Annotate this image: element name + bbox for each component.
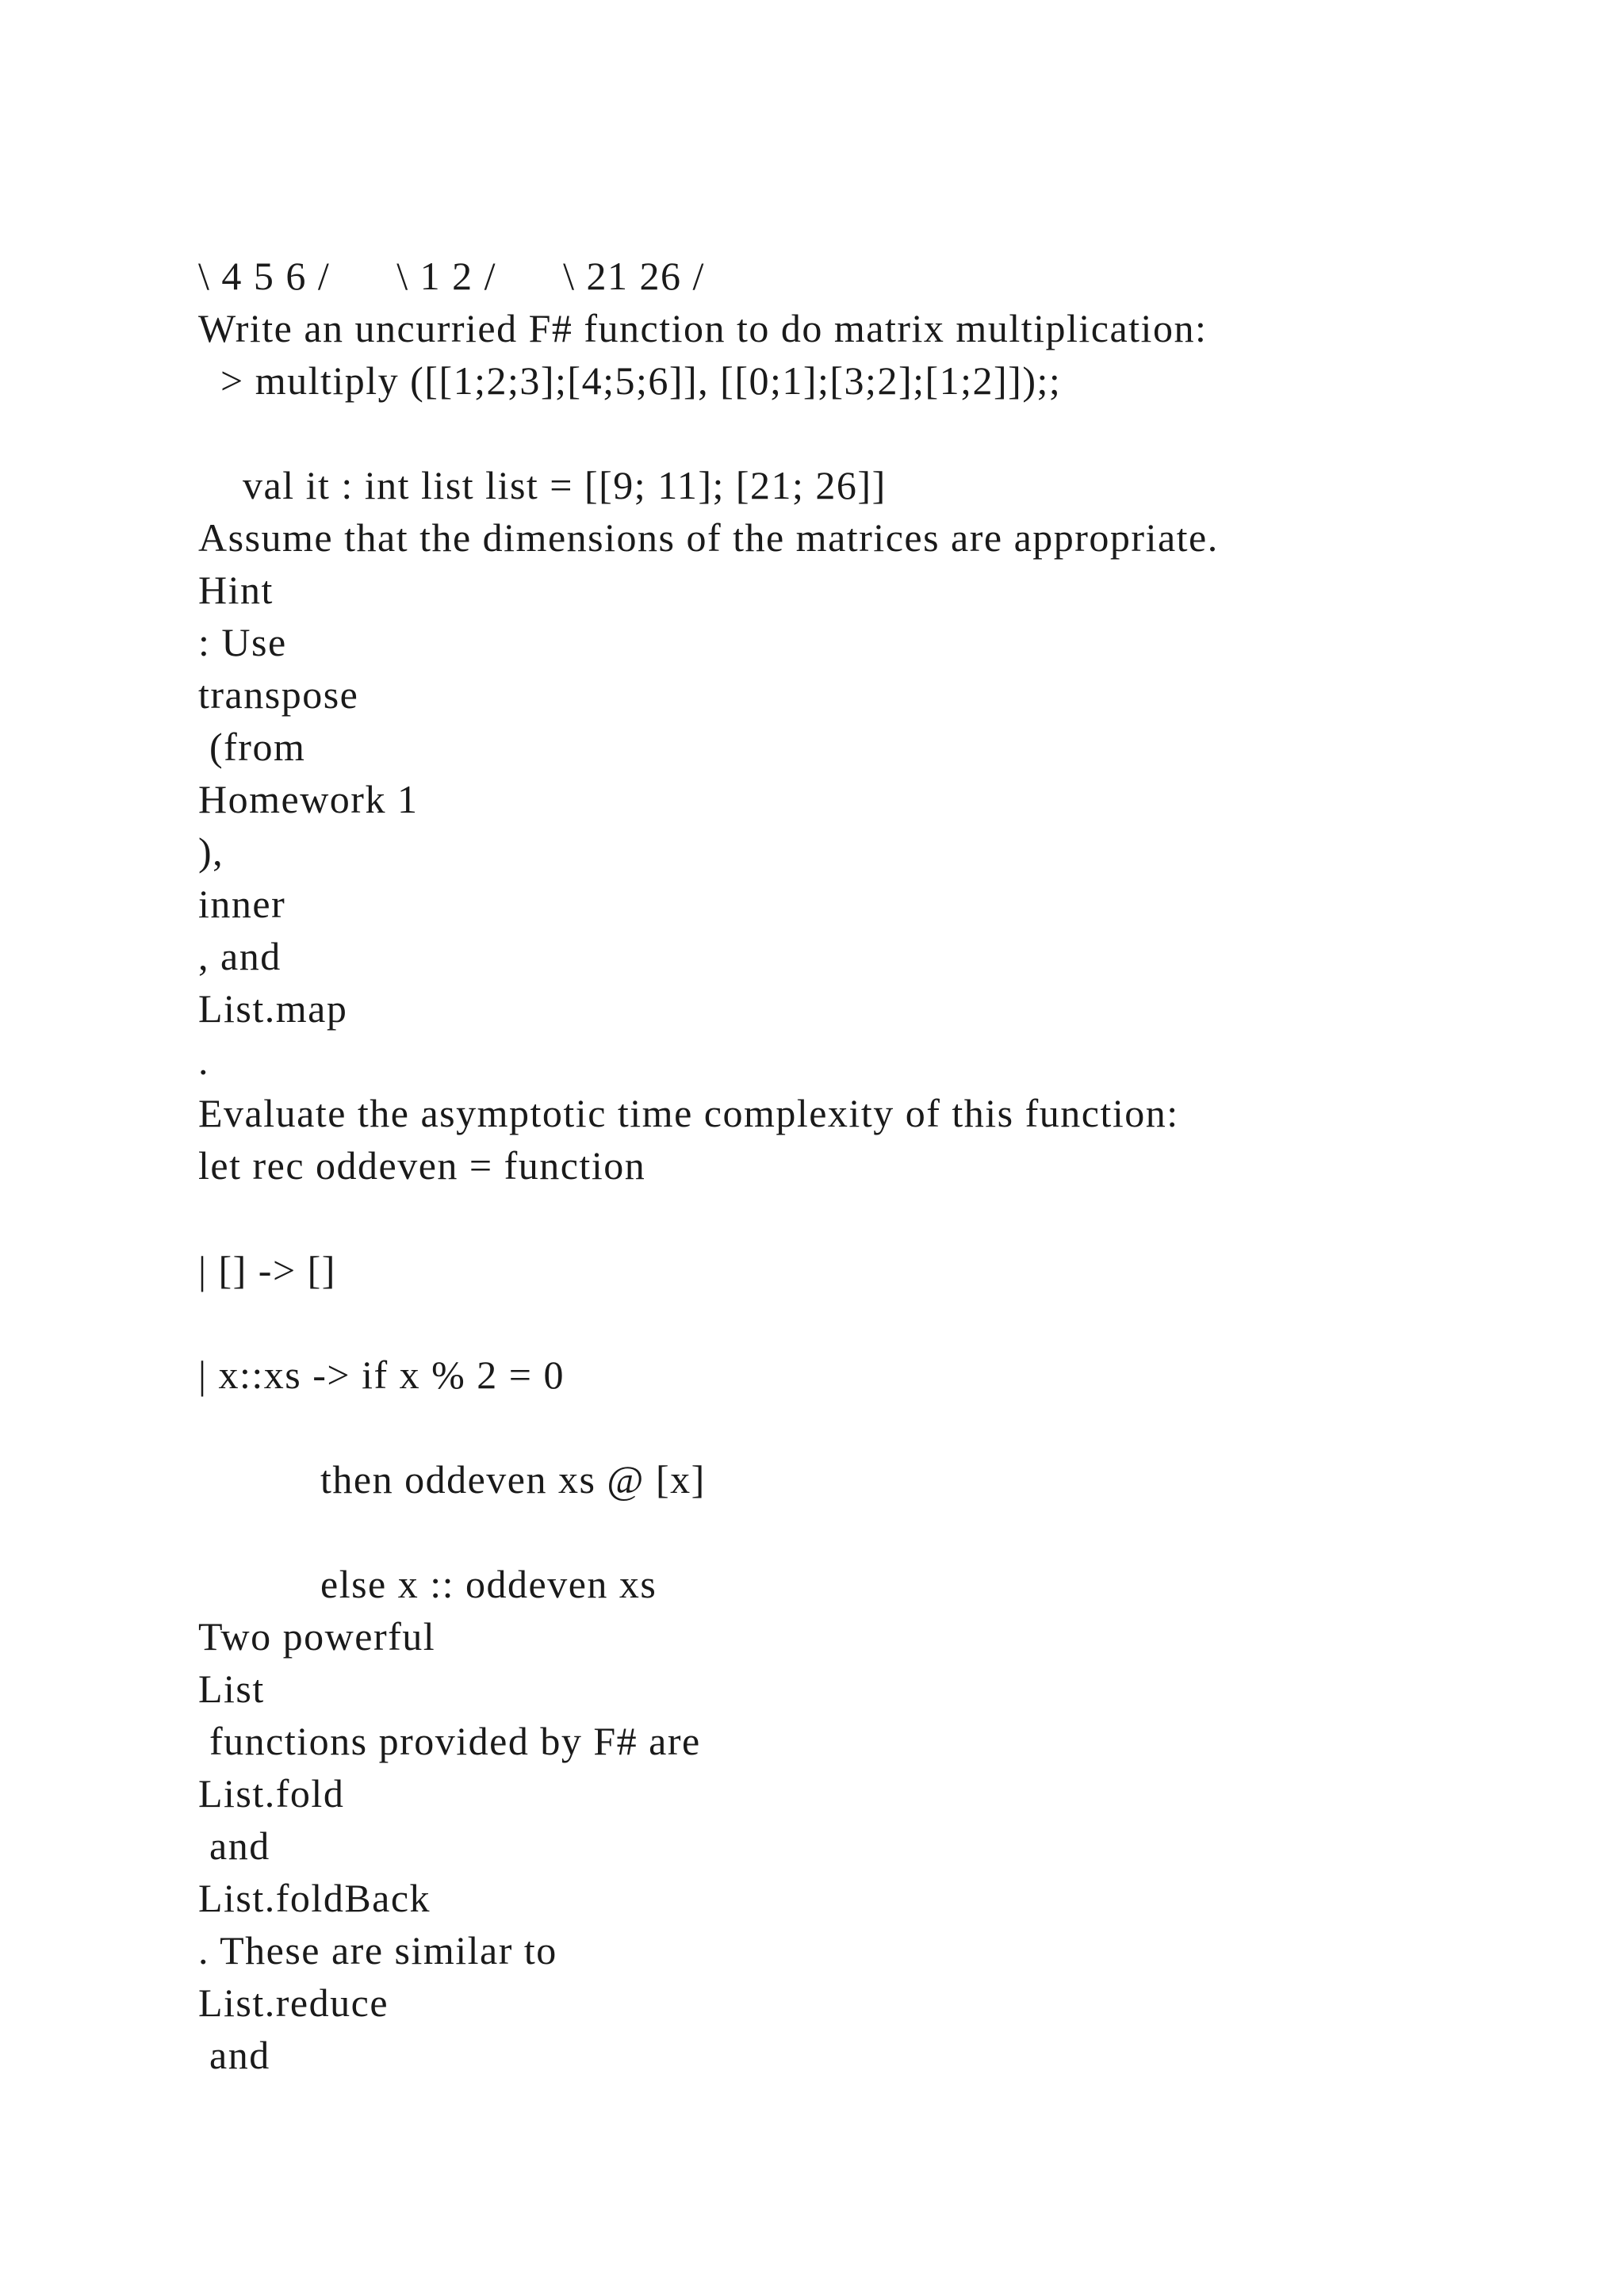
code-multiply-call: > multiply ([[1;2;3];[4;5;6]], [[0;1];[3;2];[1;2]]);; bbox=[198, 358, 1062, 403]
fold-intro-text: Two powerful bbox=[198, 1614, 436, 1659]
fold-similar-text: . These are similar to bbox=[198, 1928, 557, 1973]
code-oddeven-cons-case: | x::xs -> if x % 2 = 0 bbox=[198, 1353, 565, 1397]
matrix-row-line: \ 4 5 6 / \ 1 2 / \ 21 26 / bbox=[198, 254, 705, 298]
fold-list-fold: List.fold bbox=[198, 1771, 345, 1816]
fold-functions-text: functions provided by F# are bbox=[198, 1719, 701, 1763]
hint-label: Hint bbox=[198, 568, 274, 612]
hint-use-text: : Use bbox=[198, 620, 287, 664]
hint-transpose: transpose bbox=[198, 672, 359, 717]
hint-close-paren: ), bbox=[198, 829, 224, 874]
exercise-prompt-complexity: Evaluate the asymptotic time complexity of this function: bbox=[198, 1091, 1179, 1135]
exercise-prompt-multiply: Write an uncurried F# function to do matrix multiplication: bbox=[198, 306, 1208, 350]
hint-period: . bbox=[198, 1039, 209, 1083]
hint-homework-ref: Homework 1 bbox=[198, 777, 419, 821]
hint-from: (from bbox=[198, 725, 306, 769]
code-oddeven-else: else x :: oddeven xs bbox=[198, 1562, 657, 1606]
code-multiply-result: val it : int list list = [[9; 11]; [21; 26]] bbox=[198, 463, 887, 507]
code-oddeven-empty-case: | [] -> [] bbox=[198, 1248, 336, 1292]
fold-list-foldback: List.foldBack bbox=[198, 1876, 431, 1920]
code-oddeven-then: then oddeven xs @ [x] bbox=[198, 1457, 706, 1502]
fold-and-1: and bbox=[198, 1823, 270, 1868]
fold-list-reduce: List.reduce bbox=[198, 1980, 389, 2025]
assumption-text: Assume that the dimensions of the matrices are appropriate. bbox=[198, 515, 1219, 560]
hint-list-map: List.map bbox=[198, 986, 348, 1031]
fold-list-word: List bbox=[198, 1667, 265, 1711]
fold-and-2: and bbox=[198, 2033, 270, 2077]
hint-inner: inner bbox=[198, 882, 286, 926]
code-oddeven-header: let rec oddeven = function bbox=[198, 1143, 646, 1188]
hint-and: , and bbox=[198, 934, 282, 978]
